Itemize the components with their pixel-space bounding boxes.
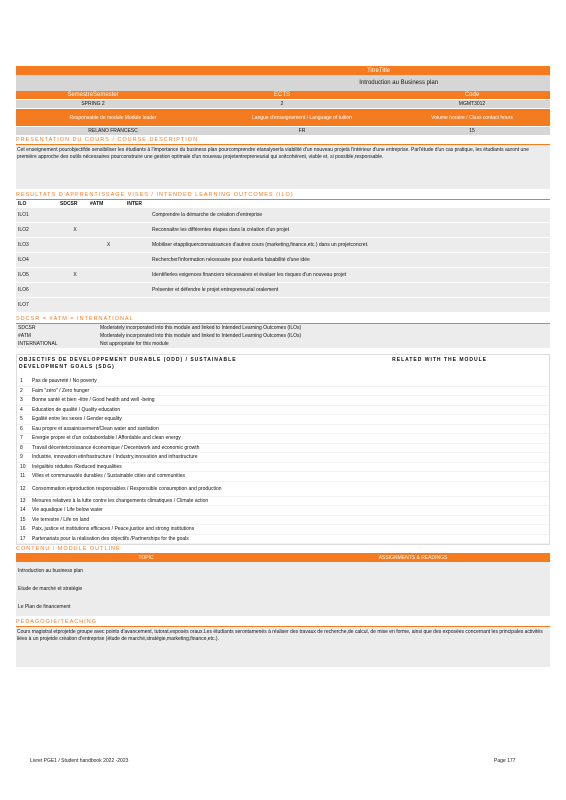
ilo-desc: Présenter et défendre le projet entrepreneurial oralement bbox=[152, 287, 279, 293]
sdg-label: Bonne santé et bien -être / Good health and well -being bbox=[32, 397, 155, 404]
sdg-item bbox=[17, 506, 549, 516]
ilo-desc: Rechercherl'information nécessaire pour évaluerla faisabilité d'une idée bbox=[152, 257, 310, 263]
ilo-row bbox=[16, 253, 550, 268]
sdg-item bbox=[17, 516, 549, 526]
ilo-id: ILO6 bbox=[18, 287, 29, 293]
ilo-desc: Mobiliser etappliquerconnaissances d'autres cours (marketing,finance,etc.) dans un projetconcret. bbox=[152, 242, 369, 248]
ilo-id: ILO1 bbox=[18, 212, 29, 218]
tag-row bbox=[16, 324, 550, 332]
pedagogy-text: Cours magistral etprojetde groupe avec points d'avancement, tutorat,exposés oraux.Les étudiants serontamenés à réaliser des travaux de recherche,de calcul, de mise en forme, ainsi que des exposées concernant les principales activités liées à un projetde création d'entreprise (étude de marché,stratégie,marketing,finance,etc.). bbox=[16, 627, 550, 667]
course-sheet bbox=[16, 66, 550, 667]
language-value: FR bbox=[298, 128, 306, 134]
sdg-number: 16 bbox=[20, 526, 26, 533]
ects-label: ECTS bbox=[273, 92, 290, 98]
topic-row: Etude de marché et stratégie bbox=[18, 586, 83, 592]
ilo-sdcsr: X bbox=[73, 227, 77, 233]
sdg-number: 1 bbox=[20, 378, 23, 385]
hours-label: Volume horaire / Class contact hours bbox=[431, 114, 513, 121]
ects-value: 2 bbox=[280, 101, 284, 107]
code-label: Code bbox=[464, 92, 480, 98]
sdg-number: 11 bbox=[20, 473, 26, 480]
leader-values bbox=[16, 127, 550, 136]
hours-value: 15 bbox=[469, 128, 475, 134]
tag-value: Not appropriate for this module bbox=[100, 341, 169, 347]
sdg-number: 3 bbox=[20, 397, 23, 404]
ilo-row bbox=[16, 298, 550, 313]
sdg-heading: OBJECTIFS DE DEVELOPPEMENT DURABLE (ODD) / SUSTAINABLE DEVELOPMENT GOALS (SDG) bbox=[19, 357, 237, 370]
ilo-atm: X bbox=[106, 242, 111, 248]
sdg-item bbox=[17, 482, 549, 497]
sdg-label: Vie aquatique / Life below water bbox=[32, 507, 103, 514]
topic-label: TOPIC bbox=[138, 555, 154, 561]
assignments-label: ASSIGNMENTS & READINGS bbox=[378, 555, 448, 561]
ilo-id: ILO7 bbox=[18, 302, 29, 308]
sdg-list bbox=[17, 377, 549, 544]
topic-row: Introduction au business plan bbox=[18, 568, 84, 574]
sdg-number: 8 bbox=[20, 444, 23, 451]
footer-page: Page 177 bbox=[494, 758, 516, 764]
sdg-number: 10 bbox=[20, 463, 26, 470]
sdg-label: Mesures relatives à la lutte contre les changements climatiques / Climate action bbox=[32, 497, 209, 504]
sdg-label: Vie terrestre / Life on land bbox=[32, 516, 90, 523]
tag-key: SDCSR bbox=[18, 325, 36, 331]
sdg-number: 17 bbox=[20, 535, 26, 542]
sdg-number: 7 bbox=[20, 435, 23, 442]
sdg-label: Inégalités réduites /Reduced inequalities bbox=[32, 463, 122, 470]
semester-header bbox=[16, 91, 550, 100]
sdg-number: 15 bbox=[20, 516, 26, 523]
sdg-label: Egalité entre les sexes / Gender equality bbox=[32, 416, 122, 423]
sdg-item bbox=[17, 444, 549, 454]
ilo-row bbox=[16, 283, 550, 298]
sdg-label: Partenariats pour la réalisation des objectifs /Partnerships for the goals bbox=[32, 535, 189, 542]
sdg-item bbox=[17, 535, 549, 545]
sdg-label: Energie propre et d'un coûtabordable / Affordable and clean energy bbox=[32, 435, 181, 442]
sdg-item bbox=[17, 406, 549, 416]
title-bar bbox=[16, 66, 550, 75]
code-value: MGMT3012 bbox=[458, 101, 486, 107]
title-bar-label: TitreTitle bbox=[367, 67, 390, 74]
sdg-number: 9 bbox=[20, 454, 23, 461]
tag-key: #ATM bbox=[18, 333, 31, 339]
ilo-col-inter: INTER bbox=[127, 201, 142, 207]
ilo-desc: Identifierles exigences financiers nécessaires et évaluer les risques d'un nouveau projet bbox=[152, 272, 347, 278]
ilo-row bbox=[16, 238, 550, 253]
ilo-id: ILO5 bbox=[18, 272, 29, 278]
ilo-col-sdcsr: SDCSR bbox=[60, 201, 78, 207]
course-title: Introduction au Business plan bbox=[16, 75, 550, 91]
ilo-id: ILO2 bbox=[18, 227, 29, 233]
outline-header bbox=[16, 554, 550, 562]
sdg-label: Eau propre et assainissement/Clean water and sanitation bbox=[32, 425, 159, 432]
sdg-label: Faim "zéro" / Zero hunger bbox=[32, 387, 90, 394]
sdg-number: 6 bbox=[20, 425, 23, 432]
outline-table bbox=[16, 562, 550, 616]
pedagogy-heading: PEDAGOGIE/TEACHING bbox=[16, 618, 550, 627]
ilo-col-ilo: ILO bbox=[18, 201, 27, 207]
sdg-item bbox=[17, 463, 549, 473]
tag-row bbox=[16, 340, 550, 348]
semester-values bbox=[16, 100, 550, 109]
sdg-label: Pas de pauvreté / No poverty bbox=[32, 378, 97, 385]
sdg-label: Paix, justice et institutions efficaces / Peace,justice and strong institutions bbox=[32, 526, 195, 533]
sdg-header bbox=[17, 355, 549, 377]
responsible-label: Responsable de module Module leader bbox=[69, 114, 157, 121]
sdg-label: Villes et communautés durables / Sustainable cities and communities bbox=[32, 473, 186, 480]
sdg-item bbox=[17, 387, 549, 397]
topic-row: Le Plan de financement bbox=[18, 604, 71, 610]
ilo-table bbox=[16, 208, 550, 313]
tags-heading: SDCSR = #ATM = INTERNATIONAL bbox=[16, 315, 550, 324]
outline-heading: CONTENU / MODULE OUTLINE bbox=[16, 545, 550, 554]
sdg-item bbox=[17, 415, 549, 425]
sdg-label: Industrie, innovation etinfrastructure / Industry,innovation and infrastructure bbox=[32, 454, 198, 461]
language-label: Langue d'enseignement / Language of tuition bbox=[252, 114, 352, 121]
ilo-desc: Comprendre la démarche de création d'entreprise bbox=[152, 212, 263, 218]
sdg-item bbox=[17, 497, 549, 507]
ilo-id: ILO3 bbox=[18, 242, 29, 248]
ilo-sdcsr: X bbox=[73, 272, 77, 278]
sdg-label: Education de qualité / Quality education bbox=[32, 406, 121, 413]
sdg-item bbox=[17, 525, 549, 535]
presentation-text: Cet enseignement pourobjectifde sensibiliser les étudiants à l'importance du business plan pourcomprendre etanalyserla viabilité d'un nouveau projetà l'intérieur d'une entreprise. Parl'étude d'un cas pratique, les étudiants auront une première approche des outils nécessaires pourconstruire une gestion optimale d'un nouveau projetentrepreneurial qui soitcohérent, viable et, si possible,responsable. bbox=[16, 145, 550, 189]
presentation-heading: PRESENTATION DU COURS / COURSE DESCRIPTION bbox=[16, 136, 550, 145]
sdg-related-label: RELATED WITH THE MODULE bbox=[392, 357, 487, 363]
sdg-section bbox=[16, 354, 550, 545]
ilo-col-atm: #ATM bbox=[90, 201, 104, 207]
sdg-item bbox=[17, 434, 549, 444]
sdg-number: 5 bbox=[20, 416, 23, 423]
sdg-number: 12 bbox=[20, 485, 26, 492]
ilo-desc: Reconnaitre les différentes étapes dans la création d'un projet bbox=[152, 227, 290, 233]
sdg-item bbox=[17, 472, 549, 482]
tag-key: INTERNATIONAL bbox=[18, 341, 58, 347]
ilo-id: ILO4 bbox=[18, 257, 29, 263]
sdg-item bbox=[17, 425, 549, 435]
sdg-item bbox=[17, 396, 549, 406]
ilo-heading: RESULTATS D'APPRENTISSAGE VISES / INTENDED LEARNING OUTCOMES (ILO) bbox=[16, 191, 550, 200]
sdg-label: Consommation etproduction responsables / Responsible consumption and production bbox=[32, 485, 222, 492]
tag-value: Moderately incorporated into this module and linked to Intended Learning Outcomes (ILOs) bbox=[100, 325, 302, 331]
footer-left: Livret PGE1 / Student handbook 2022 -2023 bbox=[30, 758, 129, 764]
sdg-item bbox=[17, 453, 549, 463]
tags-table bbox=[16, 324, 550, 348]
ilo-row bbox=[16, 268, 550, 283]
sdg-number: 14 bbox=[20, 507, 26, 514]
ilo-row bbox=[16, 208, 550, 223]
sdg-label: Travail décentetcroissance économique / Decentwork and economic growth bbox=[32, 444, 200, 451]
tag-row bbox=[16, 332, 550, 340]
semester-value: SPRING 2 bbox=[81, 101, 105, 107]
tag-value: Moderately incorporated into this module and linked to Intended Learning Outcomes (ILOs) bbox=[100, 333, 302, 339]
sdg-item bbox=[17, 377, 549, 387]
leader-header bbox=[16, 109, 550, 127]
sdg-number: 13 bbox=[20, 497, 26, 504]
sdg-number: 2 bbox=[20, 387, 23, 394]
sdg-number: 4 bbox=[20, 406, 23, 413]
ilo-row bbox=[16, 223, 550, 238]
semester-label: SemestreSemester bbox=[67, 92, 119, 98]
responsible-value: RELANO FRANCESC bbox=[88, 128, 138, 134]
ilo-columns bbox=[16, 200, 550, 208]
